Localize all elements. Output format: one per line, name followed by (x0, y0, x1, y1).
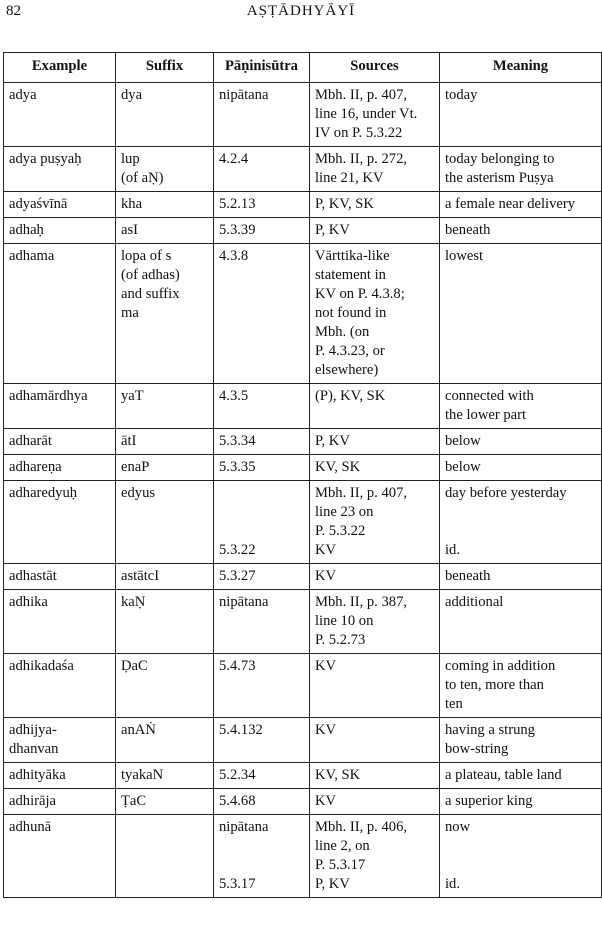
cell-sutra: 5.3.27 (214, 564, 310, 590)
cell-meaning: connected with the lower part (440, 384, 602, 429)
suffix-table (3, 52, 602, 898)
cell-sources: KV, SK (310, 763, 440, 789)
table-row (4, 83, 602, 147)
cell-sources: KV (310, 564, 440, 590)
table-row (4, 481, 602, 564)
cell-suffix: edyus (116, 481, 214, 564)
column-header-meaning: Meaning (440, 53, 602, 83)
cell-sources: Mbh. II, p. 272, line 21, KV (310, 147, 440, 192)
table-row (4, 244, 602, 384)
cell-example: adhunā (4, 815, 116, 898)
table-row (4, 815, 602, 898)
cell-example: adhikadaśa (4, 654, 116, 718)
cell-example: adyaśvīnā (4, 192, 116, 218)
cell-meaning: beneath (440, 564, 602, 590)
cell-suffix: lopa of s (of adhas) and suffix ma (116, 244, 214, 384)
cell-meaning: a superior king (440, 789, 602, 815)
cell-sutra: 4.3.8 (214, 244, 310, 384)
table-row (4, 384, 602, 429)
cell-example: adhamārdhya (4, 384, 116, 429)
cell-example: adhastāt (4, 564, 116, 590)
cell-example: adharāt (4, 429, 116, 455)
cell-sources: Mbh. II, p. 407, line 16, under Vt. IV on P. 5.3.22 (310, 83, 440, 147)
cell-suffix: ṬaC (116, 789, 214, 815)
cell-meaning: lowest (440, 244, 602, 384)
cell-suffix: anAṄ (116, 718, 214, 763)
cell-suffix: kha (116, 192, 214, 218)
cell-sources: KV, SK (310, 455, 440, 481)
cell-sources: (P), KV, SK (310, 384, 440, 429)
cell-example: adhika (4, 590, 116, 654)
cell-example: adhareṇa (4, 455, 116, 481)
cell-meaning: additional (440, 590, 602, 654)
cell-suffix: ātI (116, 429, 214, 455)
column-header-example: Example (4, 53, 116, 83)
cell-suffix: asI (116, 218, 214, 244)
cell-example: adhijya- dhanvan (4, 718, 116, 763)
cell-sutra: 5.4.73 (214, 654, 310, 718)
cell-sources: KV (310, 789, 440, 815)
cell-sutra: nipātana 5.3.17 (214, 815, 310, 898)
cell-meaning: now id. (440, 815, 602, 898)
cell-sutra: 4.2.4 (214, 147, 310, 192)
column-header-suffix: Suffix (116, 53, 214, 83)
cell-sutra: 4.3.5 (214, 384, 310, 429)
cell-suffix: dya (116, 83, 214, 147)
cell-sources: KV (310, 654, 440, 718)
cell-example: adya puṣyaḥ (4, 147, 116, 192)
cell-meaning: coming in addition to ten, more than ten (440, 654, 602, 718)
cell-example: adhirāja (4, 789, 116, 815)
cell-suffix: tyakaN (116, 763, 214, 789)
cell-suffix: astātcI (116, 564, 214, 590)
table-row (4, 763, 602, 789)
cell-sources: P, KV (310, 218, 440, 244)
cell-sutra: 5.3.34 (214, 429, 310, 455)
cell-example: adhaḥ (4, 218, 116, 244)
cell-sutra: 5.2.13 (214, 192, 310, 218)
column-header-sources: Sources (310, 53, 440, 83)
cell-meaning: today (440, 83, 602, 147)
cell-suffix: kaṆ (116, 590, 214, 654)
table-row (4, 455, 602, 481)
table-row (4, 789, 602, 815)
cell-suffix (116, 815, 214, 898)
cell-sutra: 5.2.34 (214, 763, 310, 789)
cell-sutra: nipātana (214, 83, 310, 147)
table-header-row (4, 53, 602, 83)
table-row (4, 218, 602, 244)
cell-suffix: enaP (116, 455, 214, 481)
column-header-sutra: Pāṇinisūtra (214, 53, 310, 83)
table-row (4, 718, 602, 763)
cell-suffix: ḌaC (116, 654, 214, 718)
cell-sources: Mbh. II, p. 387, line 10 on P. 5.2.73 (310, 590, 440, 654)
cell-meaning: having a strung bow-string (440, 718, 602, 763)
cell-example: adhama (4, 244, 116, 384)
cell-sources: Vārttika-like statement in KV on P. 4.3.8; not found in Mbh. (on P. 4.3.23, or elsewhere) (310, 244, 440, 384)
cell-suffix: lup (of aṆ) (116, 147, 214, 192)
table-body (4, 83, 602, 898)
page-number: 82 (6, 3, 21, 19)
cell-suffix: yaT (116, 384, 214, 429)
table-row (4, 564, 602, 590)
cell-meaning: today belonging to the asterism Puṣya (440, 147, 602, 192)
cell-meaning: below (440, 455, 602, 481)
table-row (4, 590, 602, 654)
cell-sources: KV (310, 718, 440, 763)
cell-sources: Mbh. II, p. 406, line 2, on P. 5.3.17 P, KV (310, 815, 440, 898)
cell-sutra: 5.3.22 (214, 481, 310, 564)
cell-meaning: beneath (440, 218, 602, 244)
cell-sutra: 5.3.39 (214, 218, 310, 244)
table-row (4, 147, 602, 192)
running-title: AṢṬĀDHYĀYĪ (246, 3, 356, 19)
table-row (4, 654, 602, 718)
table-row (4, 429, 602, 455)
cell-sutra: 5.4.68 (214, 789, 310, 815)
cell-example: adya (4, 83, 116, 147)
cell-meaning: below (440, 429, 602, 455)
cell-meaning: a plateau, table land (440, 763, 602, 789)
cell-example: adharedyuḥ (4, 481, 116, 564)
page-header (0, 0, 602, 28)
cell-sources: P, KV, SK (310, 192, 440, 218)
cell-example: adhityāka (4, 763, 116, 789)
cell-sources: Mbh. II, p. 407, line 23 on P. 5.3.22 KV (310, 481, 440, 564)
cell-sources: P, KV (310, 429, 440, 455)
cell-sutra: 5.4.132 (214, 718, 310, 763)
cell-meaning: a female near delivery (440, 192, 602, 218)
cell-sutra: 5.3.35 (214, 455, 310, 481)
table-row (4, 192, 602, 218)
cell-sutra: nipātana (214, 590, 310, 654)
cell-meaning: day before yesterday id. (440, 481, 602, 564)
